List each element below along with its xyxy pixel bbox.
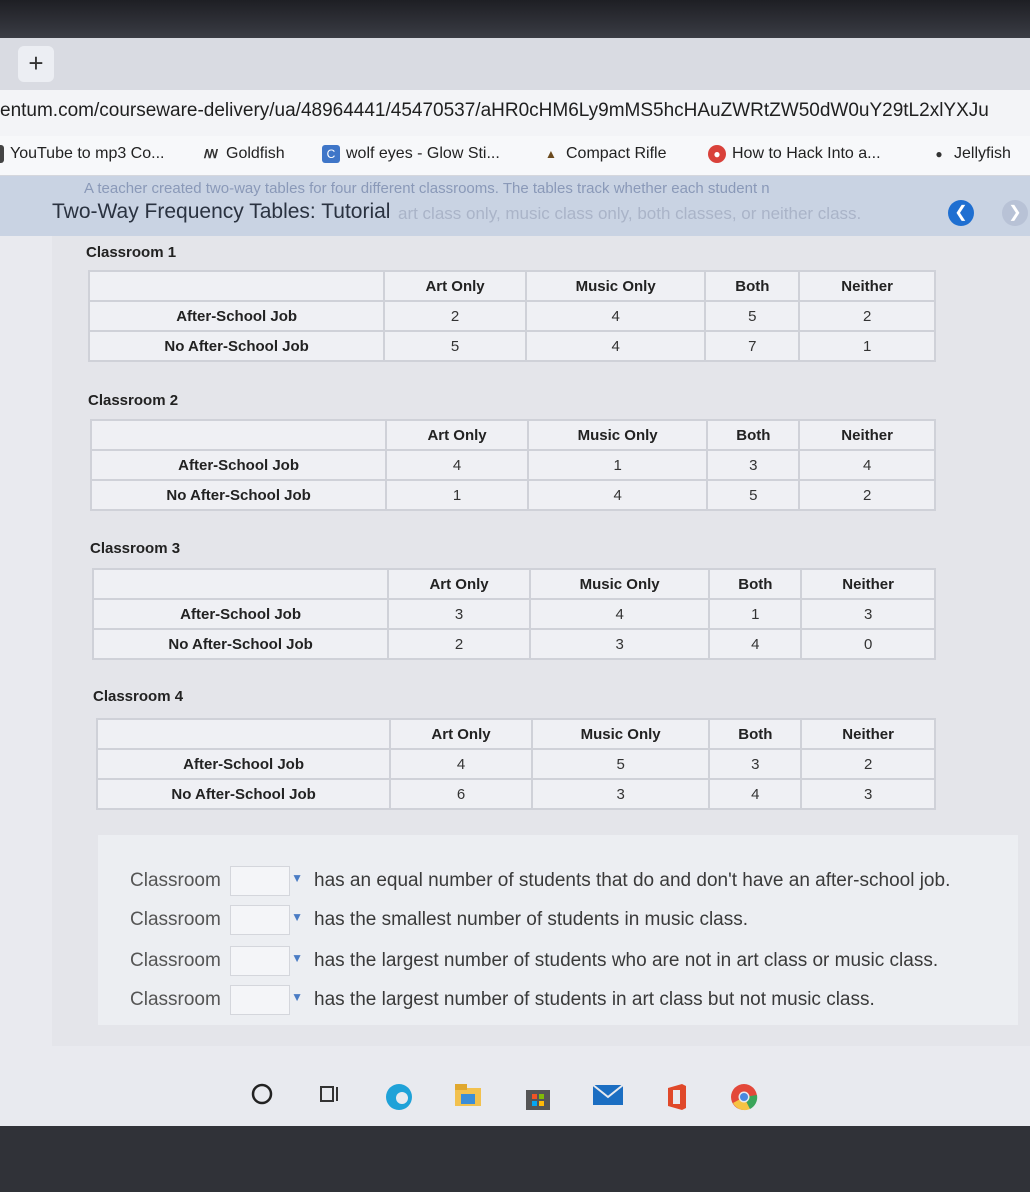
- classroom-label: Classroom 2: [88, 392, 179, 409]
- bookmark-compact-rifle[interactable]: ▲ Compact Rifle: [542, 145, 666, 163]
- search-circle-icon[interactable]: [246, 1082, 278, 1114]
- table-cell: 5: [705, 301, 799, 331]
- classroom-dropdown[interactable]: [230, 905, 303, 935]
- column-header: Neither: [799, 271, 935, 301]
- row-label: After-School Job: [97, 749, 390, 779]
- column-header: Music Only: [532, 719, 710, 749]
- column-header: Both: [705, 271, 799, 301]
- chrome-icon[interactable]: [728, 1082, 760, 1114]
- monitor-bezel-bottom: [0, 1126, 1030, 1192]
- screen: [0, 38, 1030, 1126]
- table-cell: 0: [801, 629, 935, 659]
- table-cell: 5: [707, 480, 799, 510]
- corner-cell: [97, 719, 390, 749]
- bookmark-goldfish[interactable]: ꟿ Goldfish: [203, 145, 285, 162]
- column-header: Art Only: [388, 569, 530, 599]
- previous-button[interactable]: [948, 200, 974, 226]
- classroom-dropdown[interactable]: [230, 946, 303, 976]
- caret-down-icon: ▼: [291, 871, 303, 885]
- caret-down-icon: ▼: [291, 990, 303, 1004]
- table-row: [89, 301, 935, 331]
- classroom-table: [96, 718, 936, 810]
- question-intro-continued: art class only, music class only, both classes, or neither class.: [398, 204, 862, 223]
- red-circle-icon: ●: [708, 145, 726, 163]
- table-row: [97, 749, 935, 779]
- bookmark-youtube-mp3[interactable]: YouTube to mp3 Co...: [0, 145, 164, 163]
- table-cell: 2: [799, 301, 935, 331]
- column-header: Art Only: [384, 271, 526, 301]
- classroom-table: [90, 419, 936, 511]
- statement-row: [130, 985, 875, 1015]
- column-header: Art Only: [386, 420, 528, 450]
- table-cell: 5: [384, 331, 526, 361]
- classroom-label: Classroom 3: [90, 540, 181, 557]
- table-cell: 4: [528, 480, 708, 510]
- table-row: [93, 599, 935, 629]
- table-cell: 3: [801, 599, 935, 629]
- table-cell: 4: [530, 599, 710, 629]
- column-header: Both: [709, 569, 801, 599]
- speech-bubble-icon: ●: [935, 147, 943, 161]
- table-cell: 2: [799, 480, 935, 510]
- question-intro-text: A teacher created two-way tables for four different classrooms. The tables track whether each student n: [84, 180, 770, 197]
- column-header: Music Only: [526, 271, 706, 301]
- column-header: Neither: [801, 569, 935, 599]
- url-text[interactable]: entum.com/courseware-delivery/ua/48964441/45470537/aHR0cHM6Ly9mMS5hcHAuZWRtZW50dW0uY29tL2xlYXJu: [0, 100, 989, 121]
- page-title: Two-Way Frequency Tables: Tutorial: [52, 200, 391, 223]
- caret-down-icon: ▼: [291, 910, 303, 924]
- table-cell: 4: [526, 331, 706, 361]
- youtube-mp3-icon: [0, 145, 4, 163]
- next-button[interactable]: [1002, 200, 1028, 226]
- table-row: [91, 480, 935, 510]
- table-cell: 5: [532, 749, 710, 779]
- table-cell: 4: [386, 450, 528, 480]
- column-header: Both: [707, 420, 799, 450]
- monitor-bezel-top: [0, 0, 1030, 38]
- table-cell: 3: [388, 599, 530, 629]
- bookmarks-bar: [0, 136, 1030, 176]
- row-label: After-School Job: [91, 450, 386, 480]
- table-cell: 4: [709, 629, 801, 659]
- statement-row: [130, 946, 938, 976]
- table-cell: 2: [801, 749, 935, 779]
- bookmark-jellyfish[interactable]: ● Jellyfish: [930, 145, 1011, 163]
- statement-text: has an equal number of students that do and don't have an after-school job.: [314, 870, 951, 891]
- statement-row: [130, 866, 950, 896]
- chevron-right-icon: ❯: [1008, 204, 1022, 221]
- row-label: No After-School Job: [97, 779, 390, 809]
- mail-icon[interactable]: [592, 1082, 624, 1114]
- office-icon[interactable]: [661, 1082, 693, 1114]
- classroom-dropdown[interactable]: [230, 985, 303, 1015]
- classroom-dropdown[interactable]: [230, 866, 303, 896]
- column-header: Music Only: [528, 420, 708, 450]
- statement-prefix: Classroom: [130, 870, 221, 891]
- table-cell: 4: [709, 779, 801, 809]
- edge-icon[interactable]: [383, 1082, 415, 1114]
- classroom-label: Classroom 1: [86, 244, 177, 261]
- caret-down-icon: ▼: [291, 951, 303, 965]
- table-cell: 6: [390, 779, 532, 809]
- statement-text: has the largest number of students who are not in art class or music class.: [314, 950, 939, 971]
- table-cell: 3: [707, 450, 799, 480]
- row-label: After-School Job: [93, 599, 388, 629]
- table-cell: 4: [799, 450, 935, 480]
- corner-cell: [93, 569, 388, 599]
- classroom-label: Classroom 4: [93, 688, 184, 705]
- column-header: Both: [709, 719, 801, 749]
- table-cell: 1: [528, 450, 708, 480]
- statement-prefix: Classroom: [130, 989, 221, 1010]
- table-cell: 1: [799, 331, 935, 361]
- row-label: No After-School Job: [91, 480, 386, 510]
- graduation-cap-icon: ▲: [545, 147, 557, 161]
- lesson-header: [0, 176, 1030, 236]
- new-tab-button[interactable]: +: [18, 46, 54, 82]
- table-cell: 4: [390, 749, 532, 779]
- row-label: No After-School Job: [93, 629, 388, 659]
- column-header: Neither: [801, 719, 935, 749]
- goldfish-icon: ꟿ: [203, 147, 219, 161]
- table-row: [93, 629, 935, 659]
- statement-row: [130, 905, 748, 935]
- address-bar[interactable]: [0, 90, 1030, 136]
- table-cell: 3: [709, 749, 801, 779]
- statement-text: has the smallest number of students in music class.: [314, 909, 749, 930]
- row-label: After-School Job: [89, 301, 384, 331]
- table-cell: 1: [386, 480, 528, 510]
- table-cell: 3: [530, 629, 710, 659]
- bookmark-how-to-hack[interactable]: ● How to Hack Into a...: [708, 145, 881, 163]
- bookmark-wolf-eyes[interactable]: C wolf eyes - Glow Sti...: [322, 145, 500, 163]
- chevron-left-icon: ❮: [954, 204, 968, 221]
- taskbar: [0, 1070, 1030, 1126]
- task-view-icon[interactable]: [314, 1082, 346, 1114]
- table-row: [91, 450, 935, 480]
- table-cell: 4: [526, 301, 706, 331]
- tab-strip: [0, 38, 1030, 90]
- table-cell: 7: [705, 331, 799, 361]
- classroom-table: [92, 568, 936, 660]
- column-header: Art Only: [390, 719, 532, 749]
- table-cell: 3: [801, 779, 935, 809]
- table-row: [97, 779, 935, 809]
- statement-prefix: Classroom: [130, 950, 221, 971]
- statement-text: has the largest number of students in art class but not music class.: [314, 989, 875, 1010]
- column-header: Music Only: [530, 569, 710, 599]
- table-cell: 1: [709, 599, 801, 629]
- table-cell: 3: [532, 779, 710, 809]
- store-icon[interactable]: [522, 1082, 554, 1114]
- c-icon: C: [322, 145, 340, 163]
- corner-cell: [89, 271, 384, 301]
- row-label: No After-School Job: [89, 331, 384, 361]
- statement-prefix: Classroom: [130, 909, 221, 930]
- file-explorer-icon[interactable]: [452, 1082, 484, 1114]
- table-cell: 2: [384, 301, 526, 331]
- corner-cell: [91, 420, 386, 450]
- column-header: Neither: [799, 420, 935, 450]
- classroom-table: [88, 270, 936, 362]
- table-row: [89, 331, 935, 361]
- table-cell: 2: [388, 629, 530, 659]
